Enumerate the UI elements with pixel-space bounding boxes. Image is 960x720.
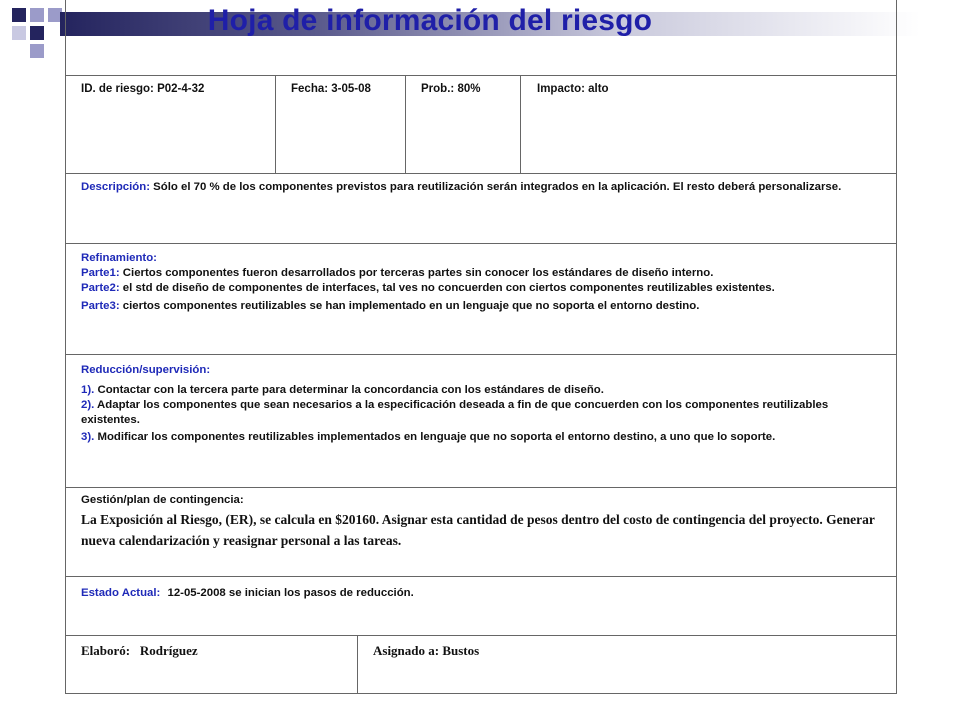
deco-square xyxy=(12,26,26,40)
mitigation-label: Reducción/supervisión: xyxy=(81,364,211,376)
page-title: Hoja de información del riesgo xyxy=(207,4,653,37)
deco-square xyxy=(30,44,44,58)
assigned-to: Asignado a: Bustos xyxy=(373,643,480,658)
divider xyxy=(275,76,276,173)
status-label: Estado Actual: xyxy=(81,587,161,599)
refinement-item: Parte1: Ciertos componentes fueron desarrollados por terceras partes sin conocer los estándares de diseño interno. xyxy=(81,267,714,279)
risk-id-value: P02-4-32 xyxy=(157,83,205,95)
description-label: Descripción: xyxy=(81,181,150,193)
deco-square xyxy=(30,26,44,40)
refinement-item: Parte2: el std de diseño de componentes de interfaces, tal ves no concuerden con ciertos componentes reutilizables existentes. xyxy=(81,282,775,294)
status-section xyxy=(65,576,896,635)
footer-row xyxy=(65,635,896,693)
divider xyxy=(520,76,521,173)
refinement-item: Parte3: ciertos componentes reutilizables se han implementado en un lenguaje que no soporta el entorno destino. xyxy=(81,300,700,312)
deco-square xyxy=(30,8,44,22)
contingency-label: Gestión/plan de contingencia: xyxy=(81,494,244,506)
contingency-section xyxy=(65,487,896,576)
deco-square xyxy=(12,8,26,22)
risk-impact: Impacto: alto xyxy=(537,83,609,95)
status-text: 12-05-2008 se inician los pasos de reducción. xyxy=(167,587,414,599)
mitigation-item: 2). Adaptar los componentes que sean necesarios a la especificación deseada a fin de que concuerden con los componentes reutilizables existentes. xyxy=(81,399,829,426)
mitigation-item: 1). Contactar con la tercera parte para determinar la concordancia con los estándares de diseño. xyxy=(81,384,604,396)
refinement-section xyxy=(65,243,896,354)
refinement-label: Refinamiento: xyxy=(81,252,157,264)
risk-impact-value: alto xyxy=(588,83,609,95)
header-row xyxy=(65,75,896,173)
divider xyxy=(357,636,358,693)
risk-id: ID. de riesgo: P02-4-32 xyxy=(81,83,205,95)
mitigation-item: 3). Modificar los componentes reutilizables implementados en lenguaje que no soporta el entorno destino, a uno que lo soporte. xyxy=(81,431,776,443)
risk-date: Fecha: 3-05-08 xyxy=(291,83,371,95)
risk-date-value: 3-05-08 xyxy=(331,83,371,95)
risk-probability: Prob.: 80% xyxy=(421,83,481,95)
divider xyxy=(405,76,406,173)
mitigation-section xyxy=(65,354,896,487)
description-text: Sólo el 70 % de los componentes previstos para reutilización serán integrados en la aplicación. El resto deberá personalizarse. xyxy=(153,181,842,193)
contingency-text: La Exposición al Riesgo, (ER), se calcula en $20160. Asignar esta cantidad de pesos dentro del costo de contingencia del proyecto. Generar nueva calendarización y reasignar personal a las tareas. xyxy=(81,512,875,548)
risk-probability-value: 80% xyxy=(457,83,481,95)
prepared-by: Elaboró: Rodríguez xyxy=(81,643,198,658)
description-section xyxy=(65,173,896,243)
